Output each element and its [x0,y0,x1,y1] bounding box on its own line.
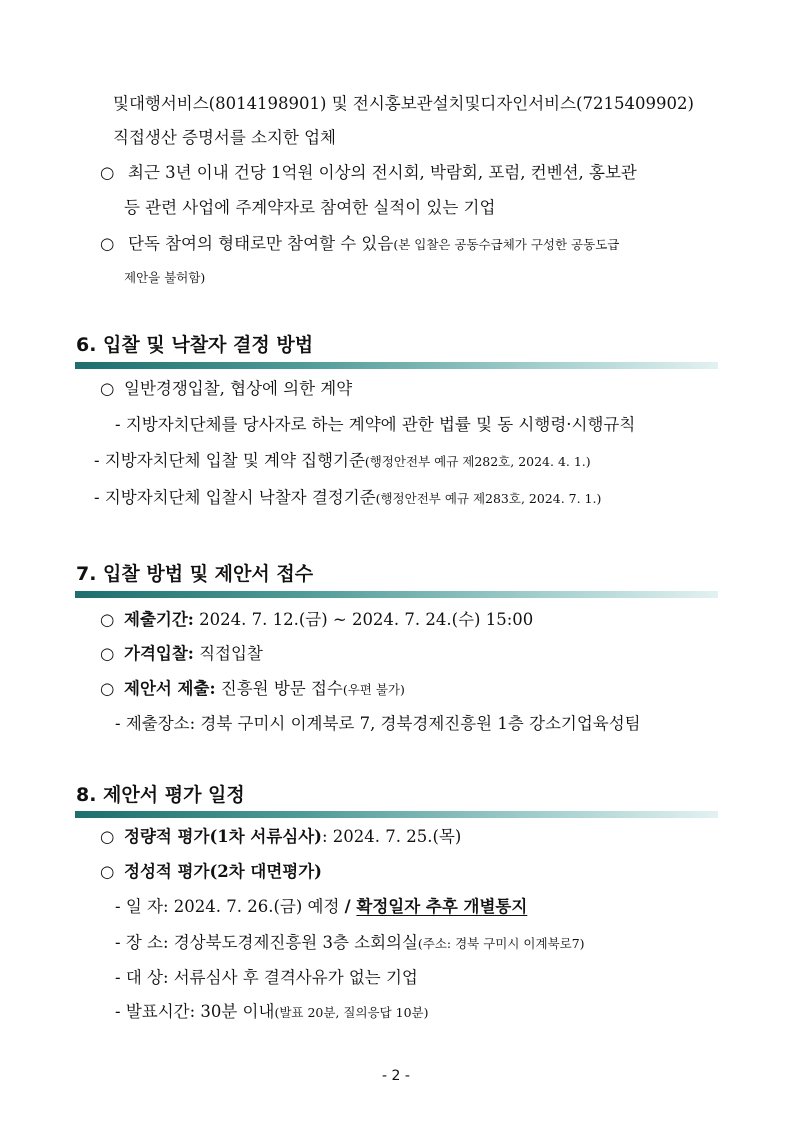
sole-participation-note-cont: 제안을 불허함) [124,270,206,285]
section-8-divider [75,811,718,818]
bullet-icon: ○ [100,610,115,629]
section-8-item-qualitative: 정성적 평가(2차 대면평가) [124,862,322,881]
section-7-sub-location: - 제출장소: 경북 구미시 이계북로 7, 경북경제진흥원 1층 강소기업육성팀 [115,714,641,733]
period-label: 제출기간: [124,610,194,629]
section-8-sub-target: - 대 상: 서류심사 후 결격사유가 없는 기업 [115,968,418,987]
price-bid-value: 직접입찰 [193,644,263,663]
submission-value: 진흥원 방문 접수 [215,679,343,698]
section-8-sub-place [115,932,585,955]
section-8-heading: 8. 제안서 평가 일정 [76,784,245,806]
criteria-1-note: (행정안전부 예규 제282호, 2024. 4. 1.) [364,454,591,469]
bullet-icon: ○ [100,644,115,663]
submission-label: 제안서 제출: [124,679,216,698]
section-7-divider [75,591,718,598]
bullet-icon: ○ [100,679,115,698]
intro-item-experience-line-1: 최근 3년 이내 건당 1억원 이상의 전시회, 박람회, 포럼, 컨벤션, 홍보관 [128,163,637,182]
section-7-item-period [124,609,533,631]
section-7-item-submission [124,678,405,701]
section-8-sub-presentation-time [115,1001,429,1024]
place-text: - 장 소: 경상북도경제진흥원 3층 소회의실 [115,933,418,952]
quantitative-value: : 2024. 7. 25.(목) [321,827,462,846]
page-number: - 2 - [382,1068,410,1084]
bullet-icon: ○ [100,163,115,182]
price-bid-label: 가격입찰: [124,644,194,663]
section-8-sub-date [115,896,527,918]
criteria-2-text: - 지방자치단체 입찰시 낙찰자 결정기준 [94,488,376,507]
sole-participation-text: 단독 참여의 형태로만 참여할 수 있음 [128,234,394,253]
submission-note: (우편 불가) [342,682,405,697]
section-7-heading: 7. 입찰 방법 및 제안서 접수 [76,563,314,585]
section-6-item-contract: 일반경쟁입찰, 협상에 의한 계약 [124,379,353,398]
period-value: 2024. 7. 12.(금) ~ 2024. 7. 24.(수) 15:00 [193,610,534,629]
presentation-time-text: - 발표시간: 30분 이내 [115,1002,275,1021]
bullet-icon: ○ [100,862,115,881]
section-8-item-quantitative [124,826,461,848]
presentation-time-note: (발표 20분, 질의응답 10분) [274,1005,429,1020]
date-slash: / [344,897,357,916]
intro-line-1: 및대행서비스(8014198901) 및 전시홍보관설치및디자인서비스(7215409902) [113,94,694,113]
section-6-sub-law: - 지방자치단체를 당사자로 하는 계약에 관한 법률 및 동 시행령·시행규칙 [115,415,636,434]
bullet-icon: ○ [100,379,115,398]
criteria-2-note: (행정안전부 예규 제283호, 2024. 7. 1.) [375,491,602,506]
date-emphasis: 확정일자 추후 개별통지 [356,897,528,916]
criteria-1-text: - 지방자치단체 입찰 및 계약 집행기준 [94,451,365,470]
section-6-divider [75,362,718,369]
intro-item-sole-participation [128,233,619,256]
section-6-heading: 6. 입찰 및 낙찰자 결정 방법 [76,334,314,356]
bullet-icon: ○ [100,827,115,846]
quantitative-label: 정량적 평가(1차 서류심사) [124,827,322,846]
intro-line-2: 직접생산 증명서를 소지한 업체 [113,128,336,147]
bullet-icon: ○ [100,234,115,253]
section-6-sub-criteria-2 [94,487,601,510]
place-note: (주소: 경북 구미시 이계북로7) [417,936,585,951]
intro-item-experience-line-2: 등 관련 사업에 주계약자로 참여한 실적이 있는 기업 [124,198,496,217]
date-text: - 일 자: 2024. 7. 26.(금) 예정 [115,897,345,916]
section-7-item-price-bid [124,643,263,665]
sole-participation-note: (본 입찰은 공동수급체가 구성한 공동도급 [393,237,620,252]
section-6-sub-criteria-1 [94,450,591,473]
